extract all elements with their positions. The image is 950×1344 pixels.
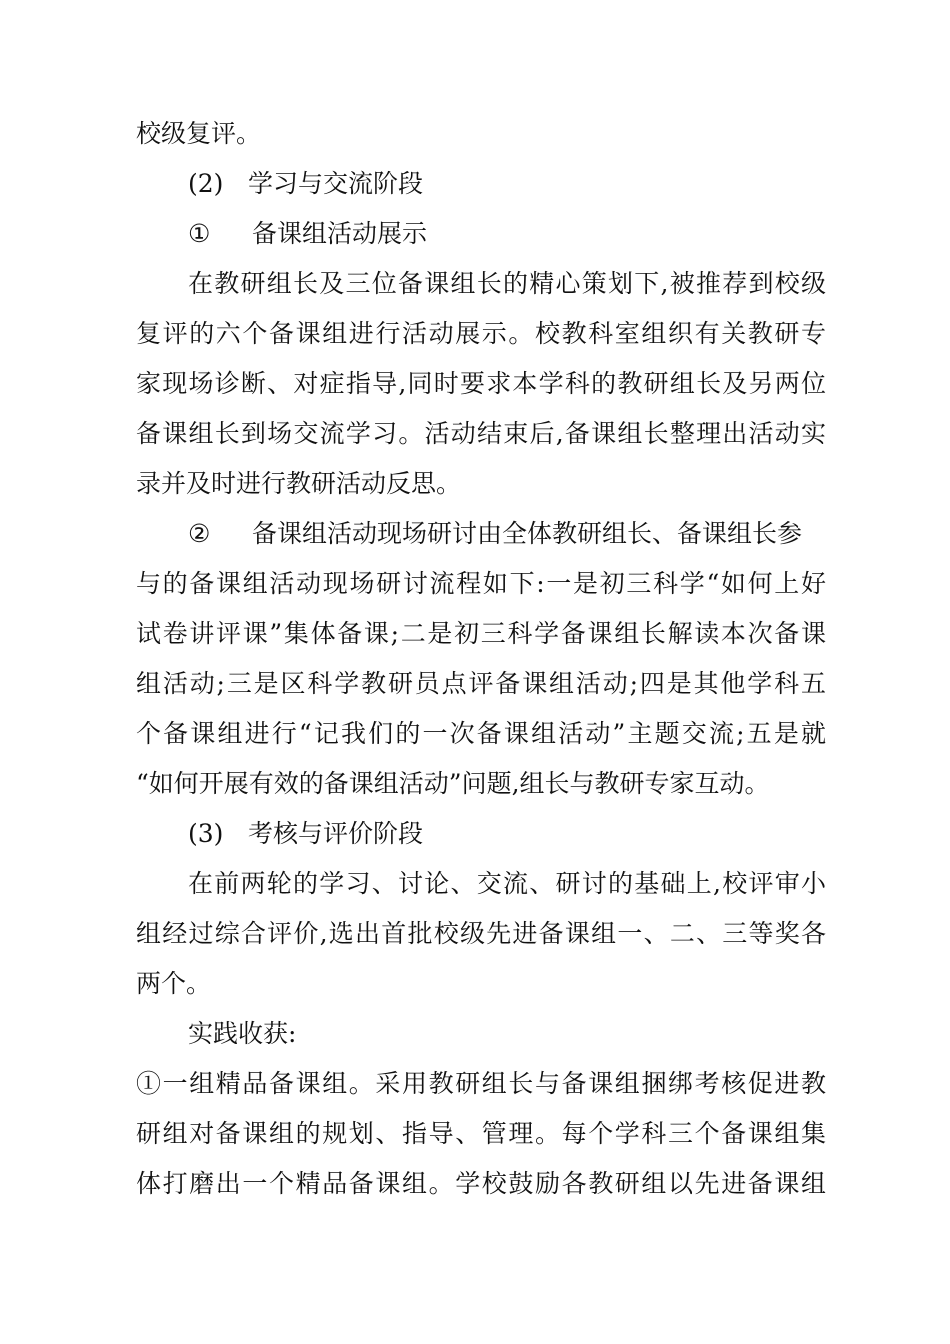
paragraph-line: 录并及时进行教研活动反思。 (136, 469, 462, 498)
text-line: 校级复评。 (136, 119, 262, 148)
section-title: 学习与交流阶段 (248, 169, 424, 198)
paragraph-line: 个备课组进行“记我们的一次备课组活动”主题交流;五是就 (136, 719, 826, 748)
section-number: (2) (188, 169, 224, 198)
paragraph-line: 两个。 (136, 969, 212, 998)
section-heading-2 (188, 164, 826, 204)
paragraph-line: 试卷讲评课”集体备课;二是初三科学备课组长解读本次备课 (136, 619, 826, 648)
paragraph-line: 备课组长到场交流学习。活动结束后,备课组长整理出活动实 (136, 419, 826, 448)
paragraph-text: 备课组活动现场研讨由全体教研组长、备课组长参 (252, 519, 803, 548)
paragraph-line: “如何开展有效的备课组活动”问题,组长与教研专家互动。 (136, 769, 770, 798)
subsection-number: ① (188, 219, 211, 248)
paragraph-line: 组活动;三是区科学教研员点评备课组活动;四是其他学科五 (136, 669, 826, 698)
paragraph-line: 组经过综合评价,选出首批校级先进备课组一、二、三等奖各 (136, 919, 826, 948)
section-heading-3 (188, 814, 826, 854)
paragraph-line: 体打磨出一个精品备课组。学校鼓励各教研组以先进备课组 (136, 1169, 826, 1198)
paragraph-line: ①一组精品备课组。采用教研组长与备课组捆绑考核促进教 (136, 1069, 826, 1098)
paragraph-line: 在前两轮的学习、讨论、交流、研讨的基础上,校评审小 (188, 869, 826, 898)
paragraph-line: 研组对备课组的规划、指导、管理。每个学科三个备课组集 (136, 1119, 826, 1148)
paragraph-line: 家现场诊断、对症指导,同时要求本学科的教研组长及另两位 (136, 369, 826, 398)
section-title: 考核与评价阶段 (248, 819, 424, 848)
subsection-number: ② (188, 519, 211, 548)
paragraph-line: 与的备课组活动现场研讨流程如下:一是初三科学“如何上好 (136, 569, 826, 598)
subsection-heading-1 (188, 214, 826, 254)
paragraph-line: 在教研组长及三位备课组长的精心策划下,被推荐到校级 (188, 269, 826, 298)
paragraph-line: 实践收获: (188, 1019, 297, 1048)
section-number: (3) (188, 819, 224, 848)
paragraph-line: 复评的六个备课组进行活动展示。校教科室组织有关教研专 (136, 319, 826, 348)
subsection-title: 备课组活动展示 (252, 219, 428, 248)
subsection-line-2 (188, 514, 826, 554)
